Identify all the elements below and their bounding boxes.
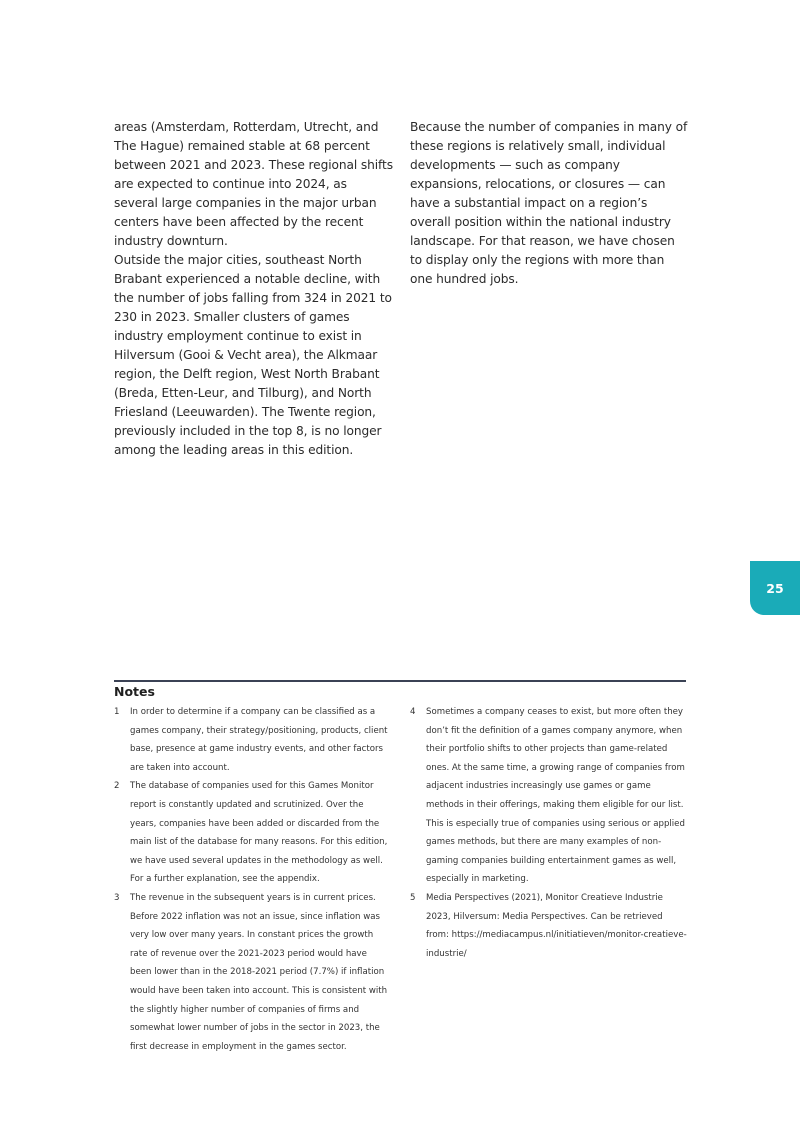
footnote-number: 5 (410, 892, 416, 903)
footnote-number: 3 (114, 892, 120, 903)
notes-column-right (410, 703, 688, 963)
footnote-text: In order to determine if a company can be classified as a games company, their strategy/positioning, products, client base, presence at game industry events, and other factors are taken into account. (130, 707, 388, 773)
notes-column-left (114, 703, 389, 1056)
footnote-3 (114, 889, 389, 1056)
page-number: 25 (766, 580, 784, 596)
body-column-right (410, 118, 690, 289)
footnote-number: 2 (114, 781, 120, 792)
footnote-2 (114, 777, 389, 889)
footnote-5 (410, 889, 688, 963)
notes-divider (114, 680, 686, 682)
page-number-tab (750, 561, 800, 615)
body-paragraph: areas (Amsterdam, Rotterdam, Utrecht, and The Hague) remained stable at 68 percent between 2021 and 2023. These regional shifts are expected to continue into 2024, as several large companies in the major urban centers have been affected by the recent industry downturn. (114, 120, 393, 248)
footnote-1 (114, 703, 389, 777)
footnote-text: Sometimes a company ceases to exist, but more often they don’t fit the definition of a games company anymore, when their portfolio shifts to other projects than game-related ones. At the same time, a growing range of companies from adjacent industries increasingly use games or game methods in their offerings, making them eligible for our list. This is especially true of companies using serious or applied games methods, but there are many examples of non-gaming companies building entertainment games as well, especially in marketing. (426, 707, 685, 885)
body-paragraph: Because the number of companies in many of these regions is relatively small, individual developments — such as company expansions, relocations, or closures — can have a substantial impact on a region’s overall position within the national industry landscape. For that reason, we have chosen to display only the regions with more than one hundred jobs. (410, 120, 688, 286)
footnote-text: Media Perspectives (2021), Monitor Creatieve Industrie 2023, Hilversum: Media Perspectives. Can be retrieved from: https://mediacampus.nl/initiatieven/monitor-creatieve-industrie/ (426, 892, 687, 959)
notes-heading: Notes (114, 684, 155, 699)
body-paragraph: Outside the major cities, southeast North Brabant experienced a notable decline, with the number of jobs falling from 324 in 2021 to 230 in 2023. Smaller clusters of games industry employment continue to exist in Hilversum (Gooi & Vecht area), the Alkmaar region, the Delft region, West North Brabant (Breda, Etten-Leur, and Tilburg), and North Friesland (Leeuwarden). The Twente region, previously included in the top 8, is no longer among the leading areas in this edition. (114, 253, 392, 457)
footnote-number: 1 (114, 707, 120, 717)
body-column-left (114, 118, 394, 460)
footnote-text: The revenue in the subsequent years is in current prices. Before 2022 inflation was not an issue, since inflation was very low over many years. In constant prices the growth rate of revenue over the 2021-2023 period would have been lower than in the 2018-2021 period (7.7%) if inflation would have been taken into account. This is consistent with the slightly higher number of companies of firms and somewhat lower number of jobs in the sector in 2023, the first decrease in employment in the games sector. (130, 892, 388, 1052)
footnote-number: 4 (410, 707, 416, 717)
footnote-text: The database of companies used for this Games Monitor report is constantly updated and scrutinized. Over the years, companies have been added or discarded from the main list of the database for many reasons. For this edition, we have used several updates in the methodology as well. For a further explanation, see the appendix. (130, 781, 388, 885)
footnote-4 (410, 703, 688, 889)
